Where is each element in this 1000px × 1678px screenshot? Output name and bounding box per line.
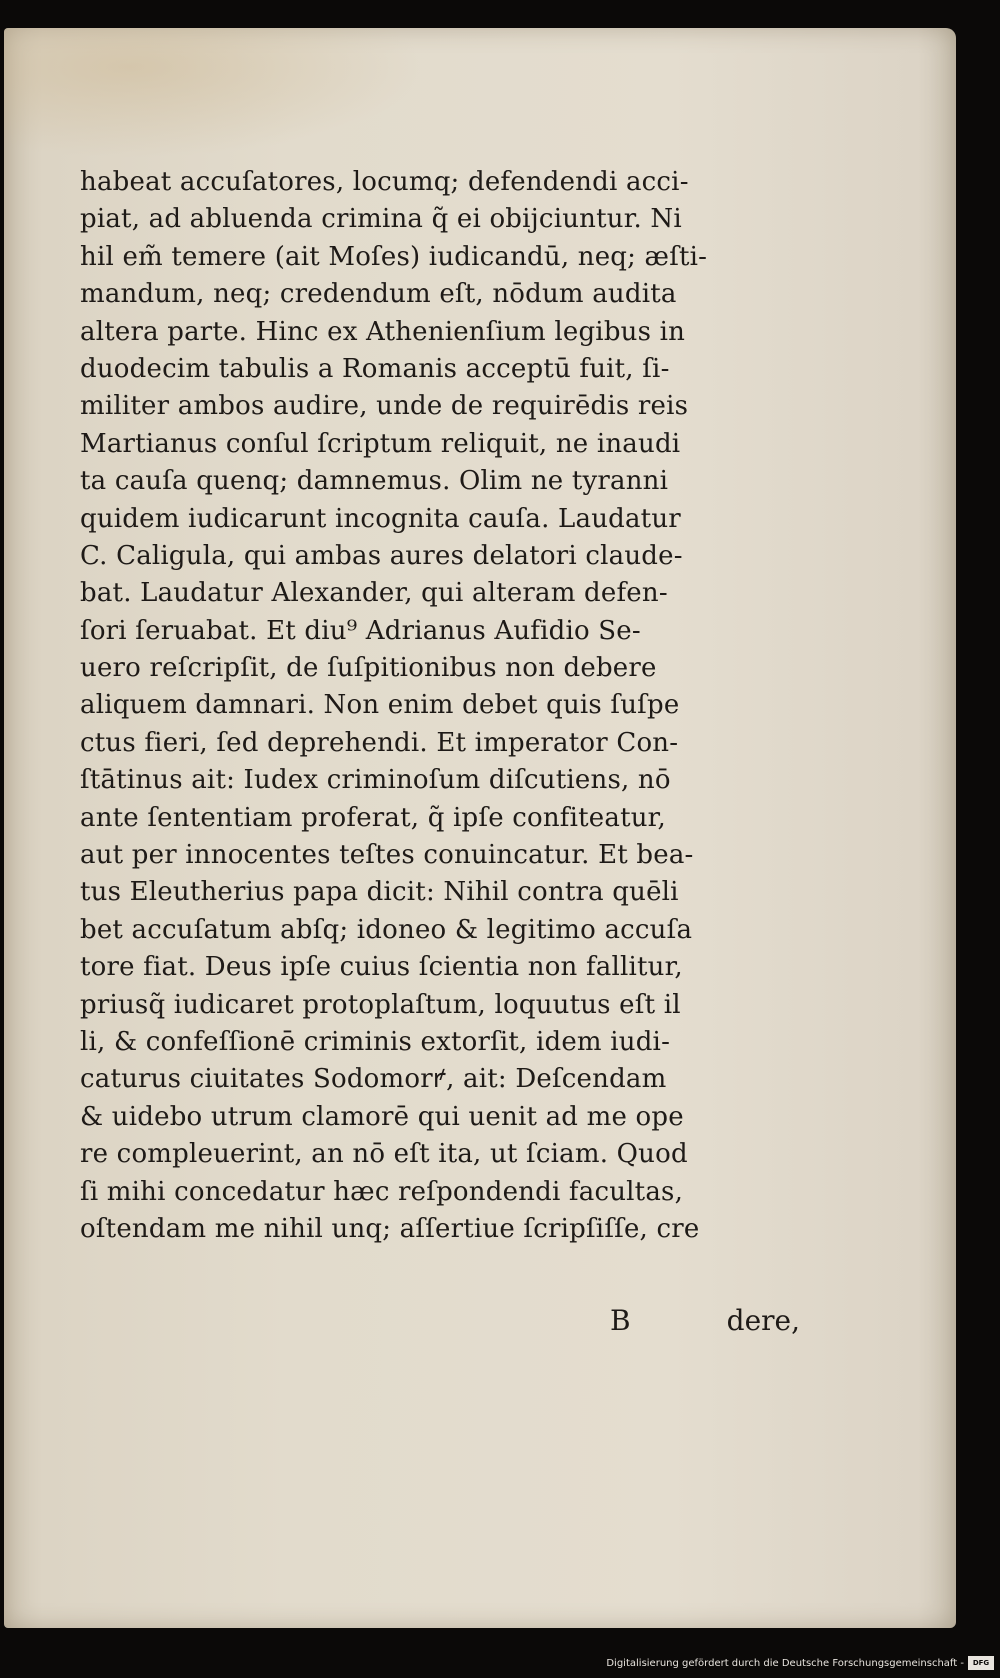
text-line: ſori ſeruabat. Et diu⁹ Adrianus Aufidio Se- — [80, 615, 641, 646]
text-line: quidem iudicarunt incognita cauſa. Laudatur — [80, 503, 681, 534]
text-line: duodecim tabulis a Romanis acceptū fuit, ſi- — [80, 353, 670, 384]
text-line: bat. Laudatur Alexander, qui alteram defen- — [80, 578, 668, 609]
text-line: altera parte. Hinc ex Athenienſium legibus in — [80, 316, 686, 347]
text-line: bet accuſatum abſq; idoneo & legitimo accuſa — [80, 914, 693, 945]
text-line: tus Eleutherius papa dicit: Nihil contra quēli — [80, 877, 679, 908]
page-bottom-row — [80, 1304, 800, 1344]
text-line: aliquem damnari. Non enim debet quis ſuſpe — [80, 690, 680, 721]
text-line: militer ambos audire, unde de requirēdis reis — [80, 391, 689, 422]
text-line: tore fiat. Deus ipſe cuius ſcientia non fallitur, — [80, 952, 683, 983]
text-line: caturus ciuitates Sodomorꝵ, ait: Deſcendam — [80, 1064, 667, 1095]
text-line: aut per innocentes teſtes conuincatur. Et bea- — [80, 840, 694, 871]
signature-mark: B — [610, 1304, 631, 1337]
text-line: & uidebo utrum clamorē qui uenit ad me ope — [80, 1101, 684, 1132]
text-line: li, & confeſſionē criminis extorſit, idem iudi- — [80, 1026, 671, 1057]
page-stain — [4, 28, 424, 158]
text-line: hil em̃ temere (ait Moſes) iudicandū, neq; æſti- — [80, 241, 708, 272]
text-block — [80, 164, 800, 1248]
text-line: re compleuerint, an nō eſt ita, ut ſciam. Quod — [80, 1139, 688, 1170]
text-line: oſtendam me nihil unq; aſſertiue ſcripſiſſe, cre — [80, 1213, 700, 1244]
footer-credit-text: Digitalisierung gefördert durch die Deutsche Forschungsgemeinschaft - — [606, 1657, 964, 1669]
catchword: dere, — [726, 1304, 800, 1337]
text-line: uero reſcripſit, de ſuſpitionibus non debere — [80, 653, 657, 684]
text-line: ta cauſa quenq; damnemus. Olim ne tyranni — [80, 466, 669, 497]
text-line: ſi mihi concedatur hæc reſpondendi facultas, — [80, 1176, 684, 1207]
text-line: priusq̃ iudicaret protoplaſtum, loquutus eſt il — [80, 989, 681, 1020]
digitization-footer — [606, 1654, 994, 1672]
text-line: ſtātinus ait: Iudex criminoſum diſcutiens, nō — [80, 765, 671, 796]
text-line: mandum, neq; credendum eſt, nōdum audita — [80, 279, 677, 310]
text-line: C. Caligula, qui ambas aures delatori claude- — [80, 540, 683, 571]
text-line: ante ſententiam proferat, q̃ ipſe confiteatur, — [80, 802, 666, 833]
book-page — [4, 28, 956, 1628]
text-line: habeat accuſatores, locumq; defendendi acci- — [80, 167, 689, 197]
text-line: piat, ad abluenda crimina q̃ ei obijciuntur. Ni — [80, 204, 682, 235]
text-line: Martianus conſul ſcriptum reliquit, ne inaudi — [80, 428, 681, 459]
text-line: ctus fieri, ſed deprehendi. Et imperator Con- — [80, 727, 679, 758]
dfg-logo-icon: DFG — [968, 1656, 994, 1670]
